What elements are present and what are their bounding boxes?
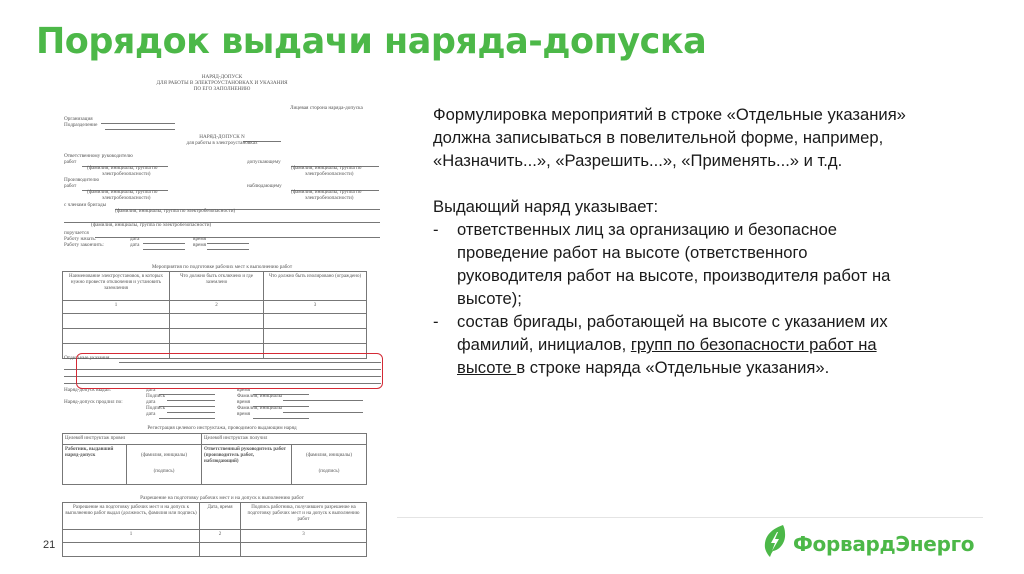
permission-header-3: Подпись работника, получившего разрешение на подготовку рабочих мест и на допуск к выполнению работ xyxy=(241,503,367,530)
plain-text: фамилий, инициалов, xyxy=(457,335,631,354)
issuer-intro: Выдающий наряд указывает: xyxy=(433,197,659,216)
measures-col-number: 2 xyxy=(170,301,264,314)
fio-hint: (фамилия, инициалы) xyxy=(140,453,188,458)
admitting-label: допускающему xyxy=(247,159,281,165)
special-instructions-label: Отдельные указания xyxy=(64,355,110,361)
date-label: дата xyxy=(130,242,140,248)
paragraph-line: должна записываться в повелительной форме, например, xyxy=(433,128,884,147)
time-label: время xyxy=(237,411,251,417)
company-logo xyxy=(763,524,974,563)
permission-col-number: 2 xyxy=(200,530,241,543)
fio-hint: (фамилия, инициалы, группа по xyxy=(87,189,158,195)
fio-hint: электробезопасности) xyxy=(102,195,151,201)
permit-subtitle: для работы в электроустановках xyxy=(186,140,258,146)
date-label: дата xyxy=(130,236,140,242)
time-label: время xyxy=(193,236,207,242)
assigned-label: поручается xyxy=(64,230,89,236)
bullet-line: состав бригады, работающей на высоте с указанием их xyxy=(457,312,888,331)
bullet-line: ответственных лиц за организацию и безопасное xyxy=(457,220,837,239)
producer-label: Производителю xyxy=(64,177,100,183)
extended-label: Наряд-допуск продлил по: xyxy=(64,399,123,405)
form-header-1: НАРЯД-ДОПУСК xyxy=(201,74,243,80)
bullet-line: проведение работ на высоте (ответственного xyxy=(457,243,808,262)
date-label: дата xyxy=(146,399,156,405)
bullet-line xyxy=(457,333,888,356)
crew-label: с членами бригады xyxy=(64,202,107,208)
fio-label: Фамилия, инициалы xyxy=(237,393,283,399)
signature-label: Подпись xyxy=(146,405,166,411)
permit-number-label: НАРЯД-ДОПУСК N xyxy=(199,134,245,140)
measures-header-3: Что должно быть изолировано (ограждено) xyxy=(264,272,367,301)
producer-label-2: работ xyxy=(64,183,77,189)
slide-title: Порядок выдачи наряда-допуска xyxy=(36,21,707,63)
resp-manager-label-2: работ xyxy=(64,159,77,165)
footer-divider xyxy=(397,517,983,518)
page-number: 21 xyxy=(43,539,56,551)
measures-col-number: 3 xyxy=(264,301,367,314)
permission-table xyxy=(62,502,367,557)
logo-text: ФорвардЭнерго xyxy=(793,531,975,556)
time-label: время xyxy=(237,399,251,405)
paragraph-line: «Назначить...», «Разрешить...», «Применять...» и т.д. xyxy=(433,151,843,170)
measures-title: Мероприятия по подготовке рабочих мест к выполнению работ xyxy=(151,264,293,270)
observer-label: наблюдающему xyxy=(247,183,282,189)
finish-label: Работу закончить: xyxy=(64,242,104,248)
fio-hint: (фамилия, инициалы) xyxy=(305,453,353,458)
start-label: Работу начать: xyxy=(64,236,97,242)
permission-header-1: Разрешение на подготовку рабочих мест и на допуск к выполнению работ выдал (должность, фамилия или подпись) xyxy=(63,503,200,530)
form-header-3: ПО ЕГО ЗАПОЛНЕНИЮ xyxy=(193,86,251,92)
bullet-line xyxy=(457,356,888,379)
measures-table xyxy=(62,271,367,359)
special-instructions-highlight xyxy=(76,353,383,389)
bullet-item xyxy=(433,310,1003,379)
paragraph-line: Формулировка мероприятий в строке «Отдельные указания» xyxy=(433,105,906,124)
bullet-line: высоте); xyxy=(457,289,522,308)
briefing-issuer: Работник, выдавший наряд-допуск xyxy=(63,445,127,485)
underlined-text: групп по безопасности работ на xyxy=(630,335,877,354)
fio-hint: (фамилия, инициалы, группа по xyxy=(291,189,362,195)
form-header-2: ДЛЯ РАБОТЫ В ЭЛЕКТРОУСТАНОВКАХ И УКАЗАНИЯ xyxy=(156,80,288,86)
sign-hint: (подпись) xyxy=(318,468,340,474)
signature-label: Подпись xyxy=(146,393,166,399)
permission-col-number: 3 xyxy=(241,530,367,543)
fio-hint: (фамилия, инициалы, группа по xyxy=(291,165,362,171)
fio-hint: (фамилия, инициалы, группа по xyxy=(87,165,158,171)
time-label: время xyxy=(237,387,251,393)
issued-label: Наряд-допуск выдал: xyxy=(64,387,112,393)
explanation-text xyxy=(433,103,1003,379)
leaf-lightning-icon xyxy=(763,524,787,563)
subdivision-label: Подразделение xyxy=(64,122,98,128)
fio-hint: электробезопасности) xyxy=(305,195,354,201)
briefing-conducted-header: Целевой инструктаж провел xyxy=(63,434,202,445)
underlined-text: высоте xyxy=(457,358,517,377)
time-label: время xyxy=(193,242,207,248)
permission-col-number: 1 xyxy=(63,530,200,543)
fio-hint: (фамилия, инициалы, группа по электробезопасности) xyxy=(91,222,212,228)
measures-header-1: Наименование электроустановок, в которых нужно провести отключения и установить заземления xyxy=(63,272,170,301)
bullet-dash: - xyxy=(433,220,439,239)
briefing-title: Регистрация целевого инструктажа, проводимого выдающим наряд xyxy=(147,425,297,431)
bullet-dash: - xyxy=(433,312,439,331)
plain-text: в строке наряда «Отдельные указания». xyxy=(516,358,830,377)
fio-hint: электробезопасности) xyxy=(102,171,151,177)
briefing-table xyxy=(62,433,367,485)
organization-label: Организация xyxy=(64,116,93,122)
briefing-received-header: Целевой инструктаж получил xyxy=(202,434,367,445)
form-side-note: Лицевая сторона наряда-допуска xyxy=(290,105,363,111)
date-label: дата xyxy=(146,411,156,417)
fio-label: Фамилия, инициалы xyxy=(237,405,283,411)
measures-header-2: Что должно быть отключено и где заземлено xyxy=(170,272,264,301)
bullet-item xyxy=(433,218,1003,310)
sign-hint: (подпись) xyxy=(153,468,175,474)
work-permit-form-image xyxy=(47,72,397,564)
fio-hint: (фамилия, инициалы, группа по электробезопасности) xyxy=(115,208,236,214)
date-label: дата xyxy=(146,387,156,393)
briefing-responsible: Ответственный руководитель работ (производитель работ, наблюдающий) xyxy=(202,445,292,485)
permission-header-2: Дата, время xyxy=(200,503,241,530)
measures-col-number: 1 xyxy=(63,301,170,314)
resp-manager-label: Ответственному руководителю xyxy=(64,153,133,159)
permission-title: Разрешение на подготовку рабочих мест и на допуск к выполнению работ xyxy=(140,495,304,501)
bullet-line: руководителя работ на высоте, производителя работ на xyxy=(457,266,891,285)
fio-hint: электробезопасности) xyxy=(305,171,354,177)
